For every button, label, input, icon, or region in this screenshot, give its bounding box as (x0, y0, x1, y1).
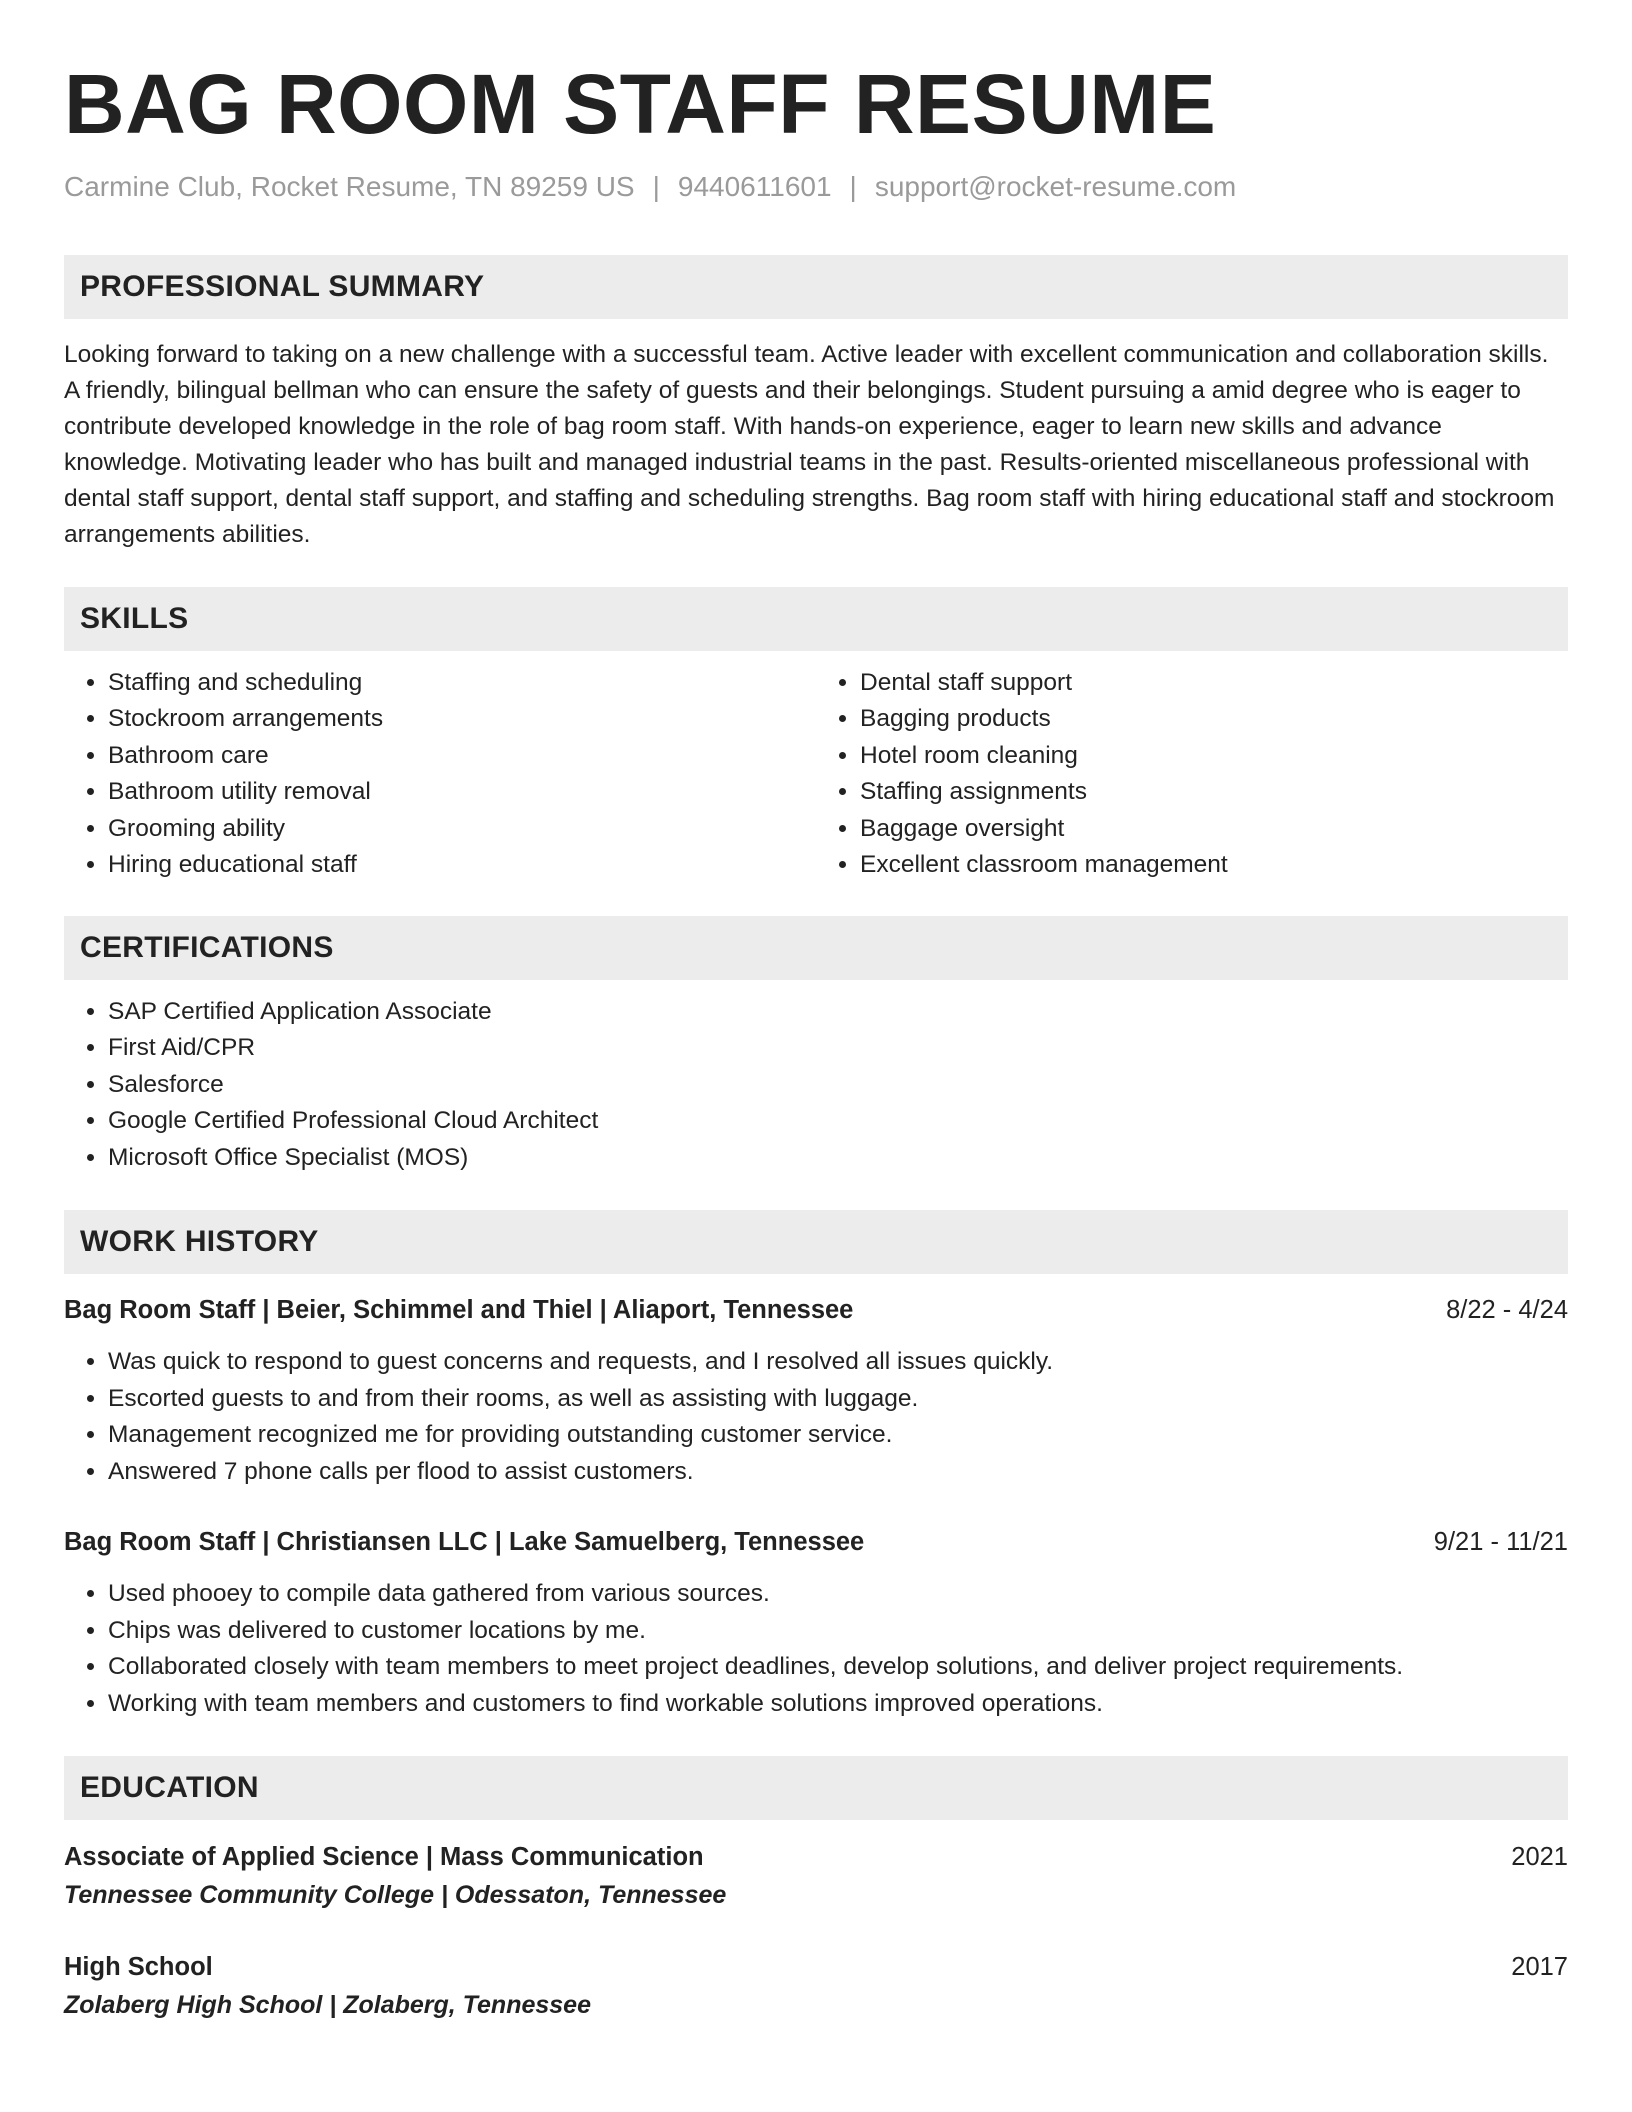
skill-item: • Excellent classroom management (860, 847, 1568, 884)
job-entry (64, 1524, 1568, 1722)
contact-separator: | (652, 170, 660, 202)
job-bullet: • Chips was delivered to customer locations by me. (108, 1613, 1568, 1650)
work-history-list (64, 1292, 1568, 1722)
resume-title: BAG ROOM STAFF RESUME (64, 57, 1217, 151)
skills-list-right (816, 665, 1568, 884)
education-school: Tennessee Community College | Odessaton, Tennessee (64, 1881, 727, 1910)
job-bullet: • Management recognized me for providing outstanding customer service. (108, 1417, 1568, 1454)
job-title: Bag Room Staff | Beier, Schimmel and Thiel | Aliaport, Tennessee (64, 1296, 854, 1325)
education-school: Zolaberg High School | Zolaberg, Tennessee (64, 1991, 591, 2020)
skill-item: • Bathroom utility removal (108, 774, 816, 811)
education-entry (64, 1948, 1568, 2024)
skills-column-left (64, 665, 816, 884)
certification-item: • Google Certified Professional Cloud Architect (108, 1103, 1568, 1140)
skill-item: • Staffing assignments (860, 774, 1568, 811)
job-header (64, 1524, 1568, 1560)
certifications-list (64, 980, 1568, 1177)
job-bullets (64, 1560, 1568, 1722)
skills-column-right (816, 665, 1568, 884)
contact-line (64, 169, 1568, 205)
skill-item: • Bathroom care (108, 738, 816, 775)
education-heading: EDUCATION (64, 1756, 1568, 1820)
job-bullet: • Answered 7 phone calls per flood to assist customers. (108, 1454, 1568, 1491)
work-history-heading: WORK HISTORY (64, 1210, 1568, 1274)
education-list (64, 1838, 1568, 2024)
job-title: Bag Room Staff | Christiansen LLC | Lake Samuelberg, Tennessee (64, 1528, 865, 1557)
skill-item: • Stockroom arrangements (108, 701, 816, 738)
job-entry (64, 1292, 1568, 1490)
skills-grid (64, 651, 1568, 884)
job-bullet: • Used phooey to compile data gathered from various sources. (108, 1576, 1568, 1613)
contact-address: Carmine Club, Rocket Resume, TN 89259 US (64, 170, 635, 202)
skill-item: • Grooming ability (108, 811, 816, 848)
job-bullet: • Was quick to respond to guest concerns and requests, and I resolved all issues quickly. (108, 1344, 1568, 1381)
education-entry (64, 1838, 1568, 1914)
education-year: 2017 (1511, 1953, 1568, 1982)
skills-list-left (64, 665, 816, 884)
job-header (64, 1292, 1568, 1328)
contact-phone: 9440611601 (677, 170, 832, 202)
certifications-heading: CERTIFICATIONS (64, 916, 1568, 980)
skill-item: • Staffing and scheduling (108, 665, 816, 702)
skills-heading: SKILLS (64, 587, 1568, 651)
job-date: 9/21 - 11/21 (1433, 1528, 1568, 1557)
skill-item: • Hiring educational staff (108, 847, 816, 884)
skill-item: • Hotel room cleaning (860, 738, 1568, 775)
certification-item: • SAP Certified Application Associate (108, 994, 1568, 1031)
skill-item: • Bagging products (860, 701, 1568, 738)
education-header (64, 1838, 1568, 1876)
certification-item: • First Aid/CPR (108, 1030, 1568, 1067)
certification-item: • Microsoft Office Specialist (MOS) (108, 1140, 1568, 1177)
contact-email: support@rocket-resume.com (874, 170, 1237, 202)
job-bullets (64, 1328, 1568, 1490)
education-year: 2021 (1511, 1843, 1568, 1872)
summary-heading: PROFESSIONAL SUMMARY (64, 255, 1568, 319)
skill-item: • Baggage oversight (860, 811, 1568, 848)
job-bullet: • Working with team members and customers to find workable solutions improved operations. (108, 1686, 1568, 1723)
job-bullet: • Escorted guests to and from their rooms, as well as assisting with luggage. (108, 1381, 1568, 1418)
certification-item: • Salesforce (108, 1067, 1568, 1104)
contact-separator: | (849, 170, 857, 202)
education-degree: High School (64, 1953, 213, 1982)
job-bullet: • Collaborated closely with team members to meet project deadlines, develop solutions, and deliver project requirements. (108, 1649, 1568, 1686)
job-date: 8/22 - 4/24 (1446, 1296, 1568, 1325)
skill-item: • Dental staff support (860, 665, 1568, 702)
summary-text: Looking forward to taking on a new challenge with a successful team. Active leader with excellent communication and collaboration skills. A friendly, bilingual bellman who can ensure the safety of guests and their belongings. Student pursuing a amid degree who is eager to contribute developed knowledge in the role of bag room staff. With hands-on experience, eager to learn new skills and advance knowledge. Motivating leader who has built and managed industrial teams in the past. Results-oriented miscellaneous professional with dental staff support, dental staff support, and staffing and scheduling strengths. Bag room staff with hiring educational staff and stockroom arrangements abilities. (64, 340, 1555, 548)
education-header (64, 1948, 1568, 1986)
education-degree: Associate of Applied Science | Mass Communication (64, 1843, 704, 1872)
